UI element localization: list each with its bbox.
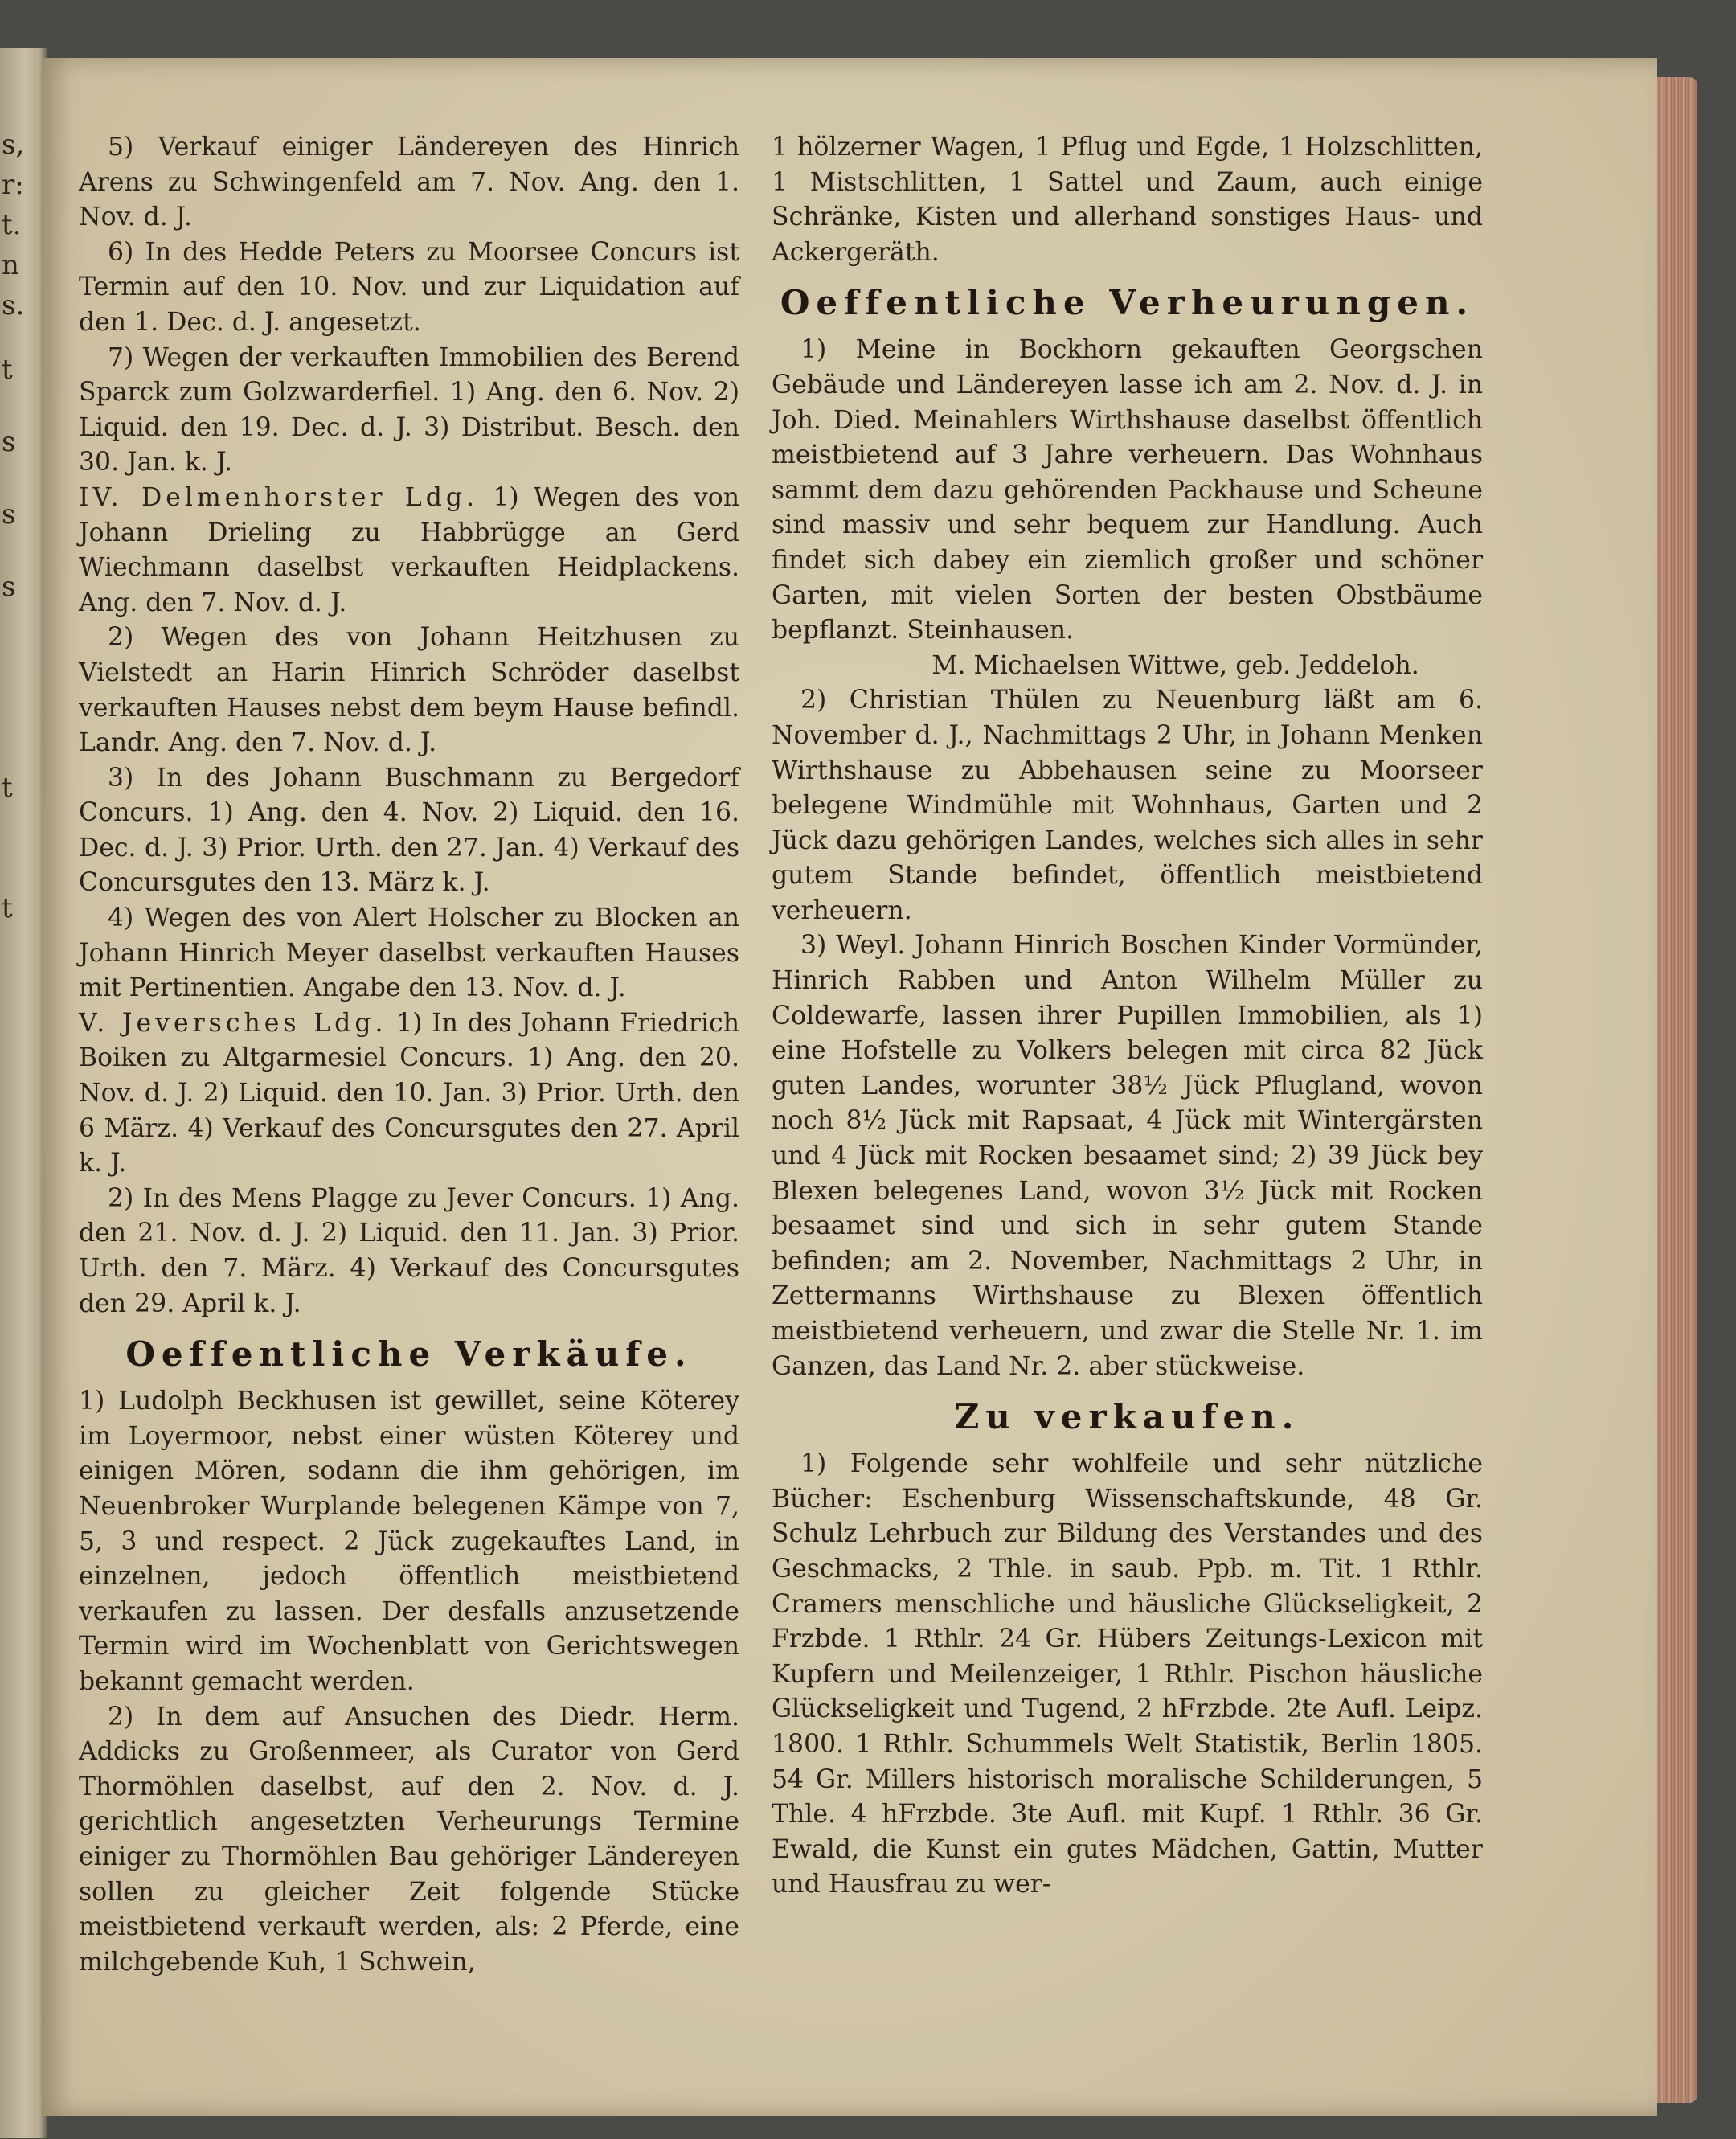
- facing-page-edge: [0, 48, 47, 2138]
- heading-oeffentliche-verkaeufe: Oeffentliche Verkäufe.: [125, 1334, 693, 1375]
- margin-glyph: r:: [2, 169, 24, 201]
- margin-glyph: t: [2, 772, 13, 804]
- paragraph: 1 hölzerner Wagen, 1 Pflug und Egde, 1 Holzschlitten, 1 Mistschlitten, 1 Sattel und Zaum, auch einige Schränke, Kisten und allerhand sonstiges Haus- und Ackergeräth.: [772, 133, 1483, 267]
- margin-glyph: t.: [2, 209, 22, 241]
- left-text-column: [79, 130, 739, 1980]
- section-text: 1) In des Johann Friedrich Boiken zu Altgarmesiel Concurs. 1) Ang. den 20. Nov. d. J. 2) Liquid. den 10. Jan. 3) Prior. Urth. den 6 März. 4) Verkauf des Concursgutes den 27. April k. J.: [79, 1008, 739, 1178]
- paragraph: 7) Wegen der verkauften Immobilien des Berend Sparck zum Golzwarderfiel. 1) Ang. den 6. Nov. 2) Liquid. den 19. Dec. d. J. 3) Distribut. Besch. den 30. Jan. k. J.: [79, 342, 739, 477]
- heading-zu-verkaufen: Zu verkaufen.: [954, 1397, 1300, 1437]
- right-text-column: [772, 130, 1483, 1903]
- heading-oeffentliche-verheurungen: Oeffentliche Verheurungen.: [780, 283, 1475, 323]
- page-fore-edge: [1657, 77, 1697, 2103]
- paragraph: 2) Christian Thülen zu Neuenburg läßt am 6. November d. J., Nachmittags 2 Uhr, in Johann Menken Wirthshause zu Abbehausen seine zu Moorseer belegene Windmühle mit Wohnhaus, Garten und 2 Jück dazu gehörigen Landes, welches sich alles in sehr gutem Stande befindet, öffentlich meistbietend verheuern.: [772, 686, 1483, 925]
- section-paragraph: [79, 1006, 739, 1182]
- paragraph: 4) Wegen des von Alert Holscher zu Blocken an Johann Hinrich Meyer daselbst verkauften Hauses mit Pertinentien. Angabe den 13. Nov. d. J.: [79, 904, 739, 1003]
- paragraph: 2) Wegen des von Johann Heitzhusen zu Vielstedt an Harin Hinrich Schröder daselbst verkauften Hauses nebst dem beym Hause befindl. Landr. Ang. den 7. Nov. d. J.: [79, 623, 739, 758]
- section-paragraph: [79, 481, 739, 621]
- margin-glyph: s: [2, 571, 16, 603]
- section-heading: IV. Delmenhorster Ldg.: [79, 482, 479, 512]
- paragraph: 3) In des Johann Buschmann zu Bergedorf Concurs. 1) Ang. den 4. Nov. 2) Liquid. den 16. Dec. d. J. 3) Prior. Urth. den 27. Jan. 4) Verkauf des Concursgutes den 13. März k. J.: [79, 763, 739, 898]
- paragraph: 1) Folgende sehr wohlfeile und sehr nützliche Bücher: Eschenburg Wissenschaftskunde, 48 Gr. Schulz Lehrbuch zur Bildung des Verstandes und des Geschmacks, 2 Thle. in saub. Ppb. m. Tit. 1 Rthlr. Cramers menschliche und häusliche Glückseligkeit, 2 Frzbde. 1 Rthlr. 24 Gr. Hübers Zeitungs-Lexicon mit Kupfern und Meilenzeiger, 1 Rthlr. Pischon häusliche Glückseligkeit und Tugend, 2 hFrzbde. 2te Aufl. Leipz. 1800. 1 Rthlr. Schummels Welt Statistik, Berlin 1805. 54 Gr. Millers historisch moralische Schilderungen, 5 Thle. 4 hFrzbde. 3te Aufl. mit Kupf. 1 Rthlr. 36 Gr. Ewald, die Kunst ein gutes Mädchen, Gattin, Mutter und Hausfrau zu wer-: [772, 1449, 1483, 1899]
- margin-glyph: s: [2, 426, 16, 458]
- paragraph: 1) Ludolph Beckhusen ist gewillet, seine Köterey im Loyermoor, nebst einer wüsten Köterey und einigen Mören, sodann die ihm gehörigen, im Neuenbroker Wurplande belegenen Kämpe von 7, 5, 3 und respect. 2 Jück zugekauftes Land, in einzelnen, jedoch öffentlich meistbietend verkaufen zu lassen. Der desfalls anzusetzende Termin wird im Wochenblatt von Gerichtswegen bekannt gemacht werden.: [79, 1387, 739, 1696]
- section-heading: V. Jeversches Ldg.: [79, 1008, 387, 1038]
- margin-glyph: s: [2, 498, 16, 531]
- margin-glyph: n: [2, 249, 19, 281]
- paragraph: 5) Verkauf einiger Ländereyen des Hinrich Arens zu Schwingenfeld am 7. Nov. Ang. den 1. Nov. d. J.: [79, 133, 739, 232]
- margin-glyph: s.: [2, 289, 25, 322]
- paragraph: 2) In dem auf Ansuchen des Diedr. Herm. Addicks zu Großenmeer, als Curator von Gerd Thormöhlen daselbst, auf den 2. Nov. d. J. gerichtlich angesetzten Verheurungs Termine einiger zu Thormöhlen Bau gehöriger Ländereyen sollen zu gleicher Zeit folgende Stücke meistbietend verkauft werden, als: 2 Pferde, eine milchgebende Kuh, 1 Schwein,: [79, 1702, 739, 1977]
- paragraph: 3) Weyl. Johann Hinrich Boschen Kinder Vormünder, Hinrich Rabben und Anton Wilhelm Müller zu Coldewarfe, lassen ihrer Pupillen Immobilien, als 1) eine Hofstelle zu Volkers belegen mit circa 82 Jück guten Landes, worunter 38½ Jück Pflugland, wovon noch 8½ Jück mit Rapsaat, 4 Jück mit Wintergärsten und 4 Jück mit Rocken besaamet sind; 2) 39 Jück bey Blexen belegenes Land, wovon 3½ Jück mit Rocken besaamet sind und sich in sehr gutem Stande befinden; am 2. November, Nachmittags 2 Uhr, in Zettermanns Wirthshause zu Blexen öffentlich meistbietend verheuern, und zwar die Stelle Nr. 1. im Ganzen, das Land Nr. 2. aber stückweise.: [772, 931, 1483, 1381]
- margin-glyph: t: [2, 354, 13, 386]
- margin-glyph: s,: [2, 129, 25, 161]
- paragraph: 2) In des Mens Plagge zu Jever Concurs. 1) Ang. den 21. Nov. d. J. 2) Liquid. den 11. Jan. 3) Prior. Urth. den 7. März. 4) Verkauf des Concursgutes den 29. April k. J.: [79, 1183, 739, 1318]
- paragraph: 1) Meine in Bockhorn gekauften Georgschen Gebäude und Ländereyen lasse ich am 2. Nov. d. J. in Joh. Died. Meinahlers Wirthshause daselbst öffentlich meistbietend auf 3 Jahre verheuern. Das Wohnhaus sammt dem dazu gehörenden Packhause und Scheune sind massiv und sehr bequem zur Handlung. Auch findet sich dabey ein ziemlich großer und schöner Garten, mit vielen Sorten der besten Obstbäume bepflanzt. Steinhausen.: [772, 335, 1483, 645]
- margin-glyph: t: [2, 892, 13, 924]
- section-text: 1) Wegen des von Johann Drieling zu Habbrügge an Gerd Wiechmann daselbst verkauften Heidplackens. Ang. den 7. Nov. d. J.: [79, 482, 740, 617]
- paragraph: 6) In des Hedde Peters zu Moorsee Concurs ist Termin auf den 10. Nov. und zur Liquidation auf den 1. Dec. d. J. angesetzt.: [79, 237, 739, 337]
- signature-line: M. Michaelsen Wittwe, geb. Jeddeloh.: [931, 650, 1419, 680]
